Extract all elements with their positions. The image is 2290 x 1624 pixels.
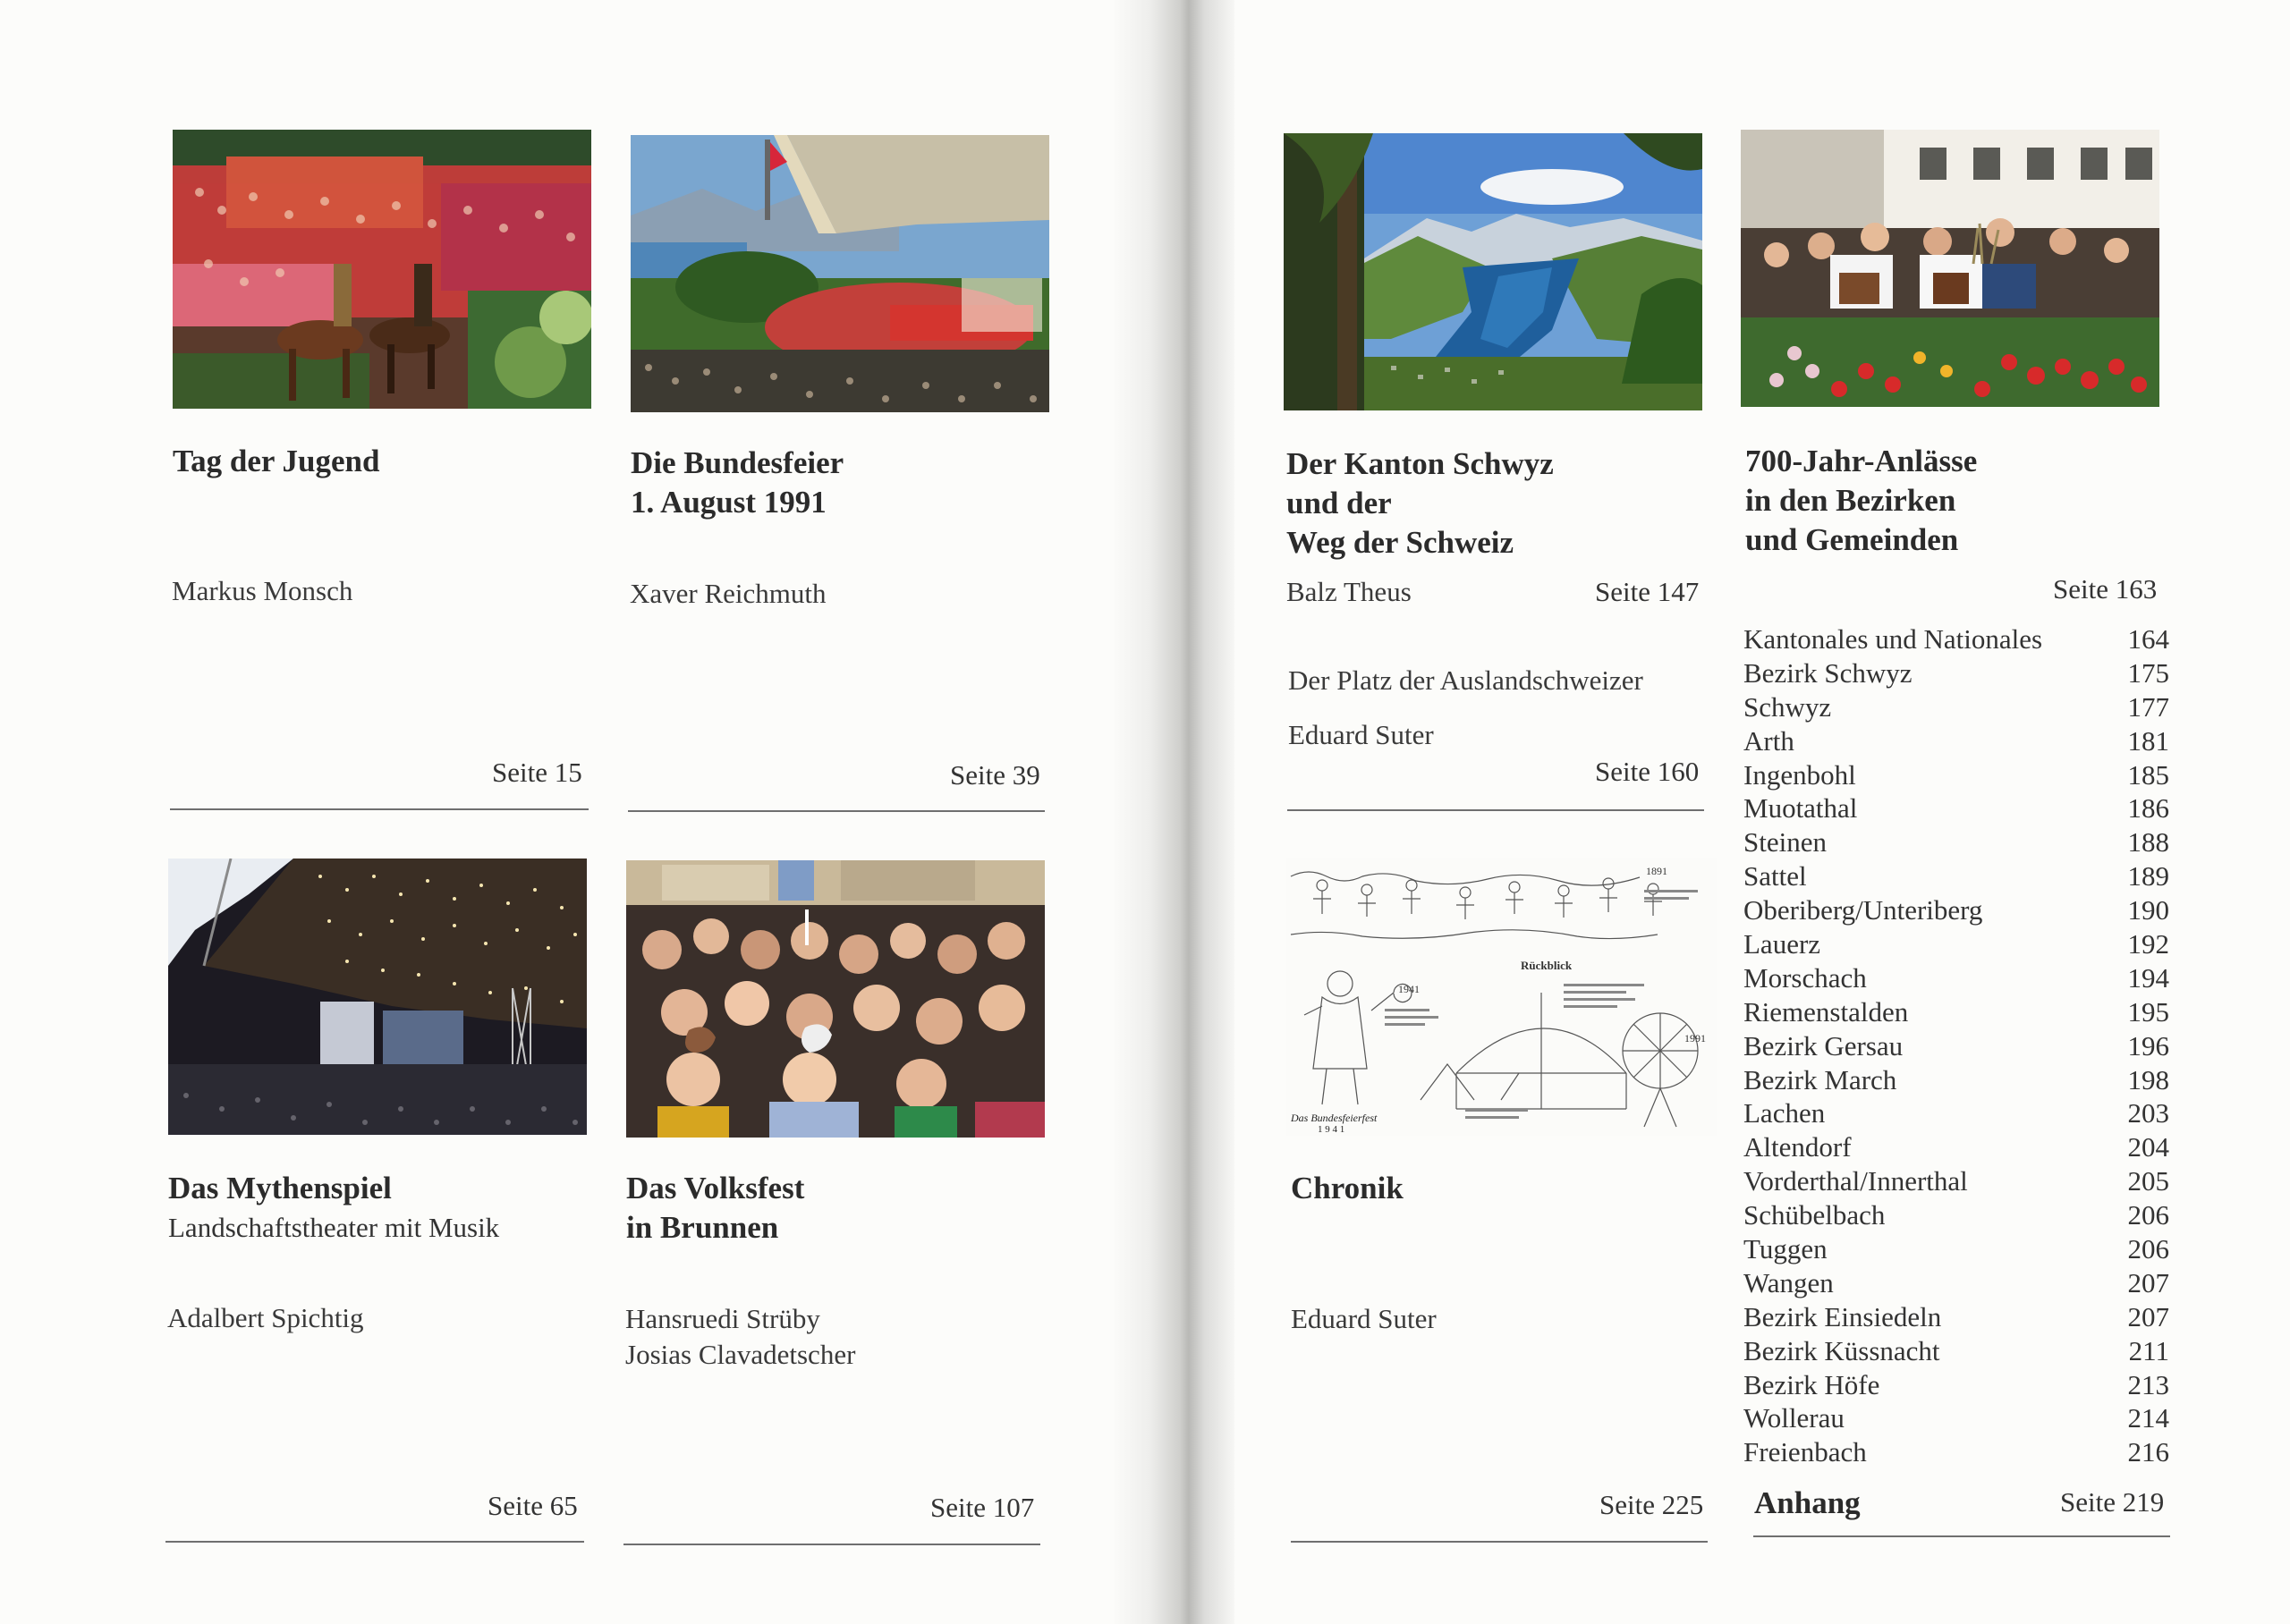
list-item-page: 213 <box>2127 1368 2169 1400</box>
list-item-page: 207 <box>2127 1300 2169 1332</box>
list-item[interactable] <box>1743 1096 2169 1130</box>
list-item-name: Morschach <box>1743 961 1867 994</box>
list-item[interactable] <box>1743 927 2169 961</box>
list-item[interactable] <box>1743 1232 2169 1266</box>
page-reference[interactable]: Seite 65 <box>488 1490 578 1521</box>
list-item-page: 195 <box>2127 995 2169 1028</box>
list-item[interactable] <box>1743 1130 2169 1164</box>
entry-subsection-title: Der Platz der Auslandschweizer <box>1288 664 1643 696</box>
entry-author: Hansruedi Strüby Josias Clavadetscher <box>625 1303 856 1370</box>
municipality-list <box>1743 622 2169 1469</box>
list-item[interactable] <box>1743 791 2169 825</box>
list-item[interactable] <box>1743 1334 2169 1368</box>
page-reference[interactable]: Seite 163 <box>2053 573 2158 605</box>
divider-rule <box>170 808 589 810</box>
page-reference[interactable]: Seite 39 <box>950 759 1040 791</box>
entry-author: Eduard Suter <box>1288 719 1434 750</box>
list-item[interactable] <box>1743 724 2169 758</box>
list-item-name: Arth <box>1743 724 1794 757</box>
entry-title-anhang: Anhang <box>1754 1485 1861 1520</box>
entry-title-volksfest: Das Volksfest in Brunnen <box>626 1171 805 1245</box>
sketch-year-right: 1991 <box>1684 1032 1706 1045</box>
list-item-page: 204 <box>2127 1131 2169 1163</box>
list-item-page: 177 <box>2127 690 2169 723</box>
list-item-name: Muotathal <box>1743 792 1858 825</box>
stage-tent-photo <box>168 859 587 1135</box>
page-reference[interactable]: Seite 219 <box>2060 1486 2165 1518</box>
list-item[interactable] <box>1743 1368 2169 1402</box>
chronik-sketch-illustration <box>1286 859 1718 1136</box>
divider-rule <box>1291 1541 1708 1543</box>
crowd-photo <box>626 860 1045 1138</box>
entry-title-700-jahr: 700-Jahr-Anlässe in den Bezirken und Gemeinden <box>1745 444 1978 557</box>
list-item-name: Altendorf <box>1743 1131 1852 1163</box>
list-item-name: Bezirk March <box>1743 1063 1897 1095</box>
lake-landscape-photo <box>1284 133 1702 410</box>
federal-celebration-photo <box>631 135 1049 412</box>
list-item[interactable] <box>1743 961 2169 995</box>
sketch-heading: Rückblick <box>1521 959 1573 972</box>
youth-parade-photo <box>173 130 591 409</box>
list-item[interactable] <box>1743 1164 2169 1198</box>
list-item-name: Wangen <box>1743 1266 1834 1298</box>
list-item-page: 188 <box>2127 826 2169 859</box>
list-item-page: 189 <box>2127 860 2169 892</box>
list-item-page: 198 <box>2127 1063 2169 1095</box>
list-item-page: 192 <box>2127 928 2169 960</box>
list-item-name: Bezirk Küssnacht <box>1743 1334 1940 1366</box>
list-item-page: 207 <box>2127 1266 2169 1298</box>
entry-title-bundesfeier: Die Bundesfeier 1. August 1991 <box>631 445 844 520</box>
list-item-page: 211 <box>2128 1334 2169 1366</box>
list-item-name: Tuggen <box>1743 1233 1828 1265</box>
list-item-name: Bezirk Gersau <box>1743 1029 1904 1062</box>
page-reference[interactable]: Seite 147 <box>1595 576 1700 607</box>
list-item-page: 196 <box>2127 1029 2169 1062</box>
list-item[interactable] <box>1743 1198 2169 1232</box>
page-reference[interactable]: Seite 15 <box>492 757 582 788</box>
list-item-name: Schwyz <box>1743 690 1832 723</box>
entry-author: Balz Theus <box>1286 576 1412 607</box>
list-item-page: 214 <box>2127 1402 2169 1434</box>
entry-subtitle: Landschaftstheater mit Musik <box>168 1212 500 1243</box>
entry-title-tag-der-jugend: Tag der Jugend <box>173 444 380 478</box>
list-item[interactable] <box>1743 1063 2169 1097</box>
list-item-page: 175 <box>2127 656 2169 689</box>
entry-author: Markus Monsch <box>172 575 353 606</box>
list-item[interactable] <box>1743 1300 2169 1334</box>
page-reference[interactable]: Seite 107 <box>930 1492 1035 1523</box>
list-item[interactable] <box>1743 1401 2169 1435</box>
list-item-page: 206 <box>2127 1199 2169 1231</box>
list-item-page: 186 <box>2127 792 2169 825</box>
entry-author: Eduard Suter <box>1291 1303 1437 1334</box>
list-item[interactable] <box>1743 622 2169 656</box>
sketch-year-left: 1941 <box>1398 983 1420 995</box>
list-item-name: Sattel <box>1743 860 1807 892</box>
divider-rule <box>1287 809 1704 811</box>
sketch-caption-year: 1 9 4 1 <box>1318 1124 1345 1135</box>
list-item[interactable] <box>1743 1029 2169 1063</box>
list-item-name: Lachen <box>1743 1097 1826 1129</box>
list-item-name: Ingenbohl <box>1743 758 1856 791</box>
list-item[interactable] <box>1743 893 2169 927</box>
divider-rule <box>1753 1535 2170 1537</box>
entry-author: Adalbert Spichtig <box>167 1302 364 1333</box>
list-item-name: Vorderthal/Innerthal <box>1743 1165 1968 1197</box>
list-item-page: 194 <box>2127 961 2169 994</box>
list-item-page: 181 <box>2127 724 2169 757</box>
list-item-name: Schübelbach <box>1743 1199 1886 1231</box>
list-item-page: 190 <box>2127 894 2169 926</box>
list-item-name: Bezirk Höfe <box>1743 1368 1880 1400</box>
list-item-name: Lauerz <box>1743 928 1821 960</box>
list-item-name: Wollerau <box>1743 1402 1845 1434</box>
entry-author: Xaver Reichmuth <box>630 578 827 609</box>
page-reference[interactable]: Seite 160 <box>1595 756 1700 787</box>
list-item-name: Freienbach <box>1743 1436 1867 1468</box>
divider-rule <box>623 1544 1040 1545</box>
page-reference[interactable]: Seite 225 <box>1599 1489 1704 1520</box>
list-item-name: Oberiberg/Unteriberg <box>1743 894 1983 926</box>
list-item-name: Steinen <box>1743 826 1827 859</box>
list-item[interactable] <box>1743 758 2169 792</box>
musicians-photo <box>1741 130 2159 407</box>
sketch-year-top: 1891 <box>1646 865 1667 877</box>
list-item[interactable] <box>1743 690 2169 724</box>
list-item-page: 206 <box>2127 1233 2169 1265</box>
list-item-page: 216 <box>2127 1436 2169 1468</box>
entry-title-mythenspiel: Das Mythenspiel <box>168 1171 392 1205</box>
list-item[interactable] <box>1743 859 2169 893</box>
entry-title-chronik: Chronik <box>1291 1171 1404 1205</box>
list-item[interactable] <box>1743 1266 2169 1300</box>
divider-rule <box>165 1541 584 1543</box>
list-item[interactable] <box>1743 1435 2169 1469</box>
list-item-page: 203 <box>2127 1097 2169 1129</box>
divider-rule <box>628 810 1045 812</box>
list-item-page: 205 <box>2127 1165 2169 1197</box>
list-item-name: Riemenstalden <box>1743 995 1909 1028</box>
list-item-name: Kantonales und Nationales <box>1743 623 2043 655</box>
list-item-name: Bezirk Einsiedeln <box>1743 1300 1942 1332</box>
list-item-name: Bezirk Schwyz <box>1743 656 1913 689</box>
list-item-page: 164 <box>2127 623 2169 655</box>
list-item[interactable] <box>1743 825 2169 859</box>
list-item-page: 185 <box>2127 758 2169 791</box>
list-item[interactable] <box>1743 656 2169 690</box>
entry-title-kanton-schwyz: Der Kanton Schwyz und der Weg der Schweiz <box>1286 446 1554 560</box>
list-item[interactable] <box>1743 995 2169 1029</box>
sketch-caption: Das Bundesfeierfest <box>1291 1112 1378 1124</box>
book-gutter <box>1114 0 1234 1624</box>
